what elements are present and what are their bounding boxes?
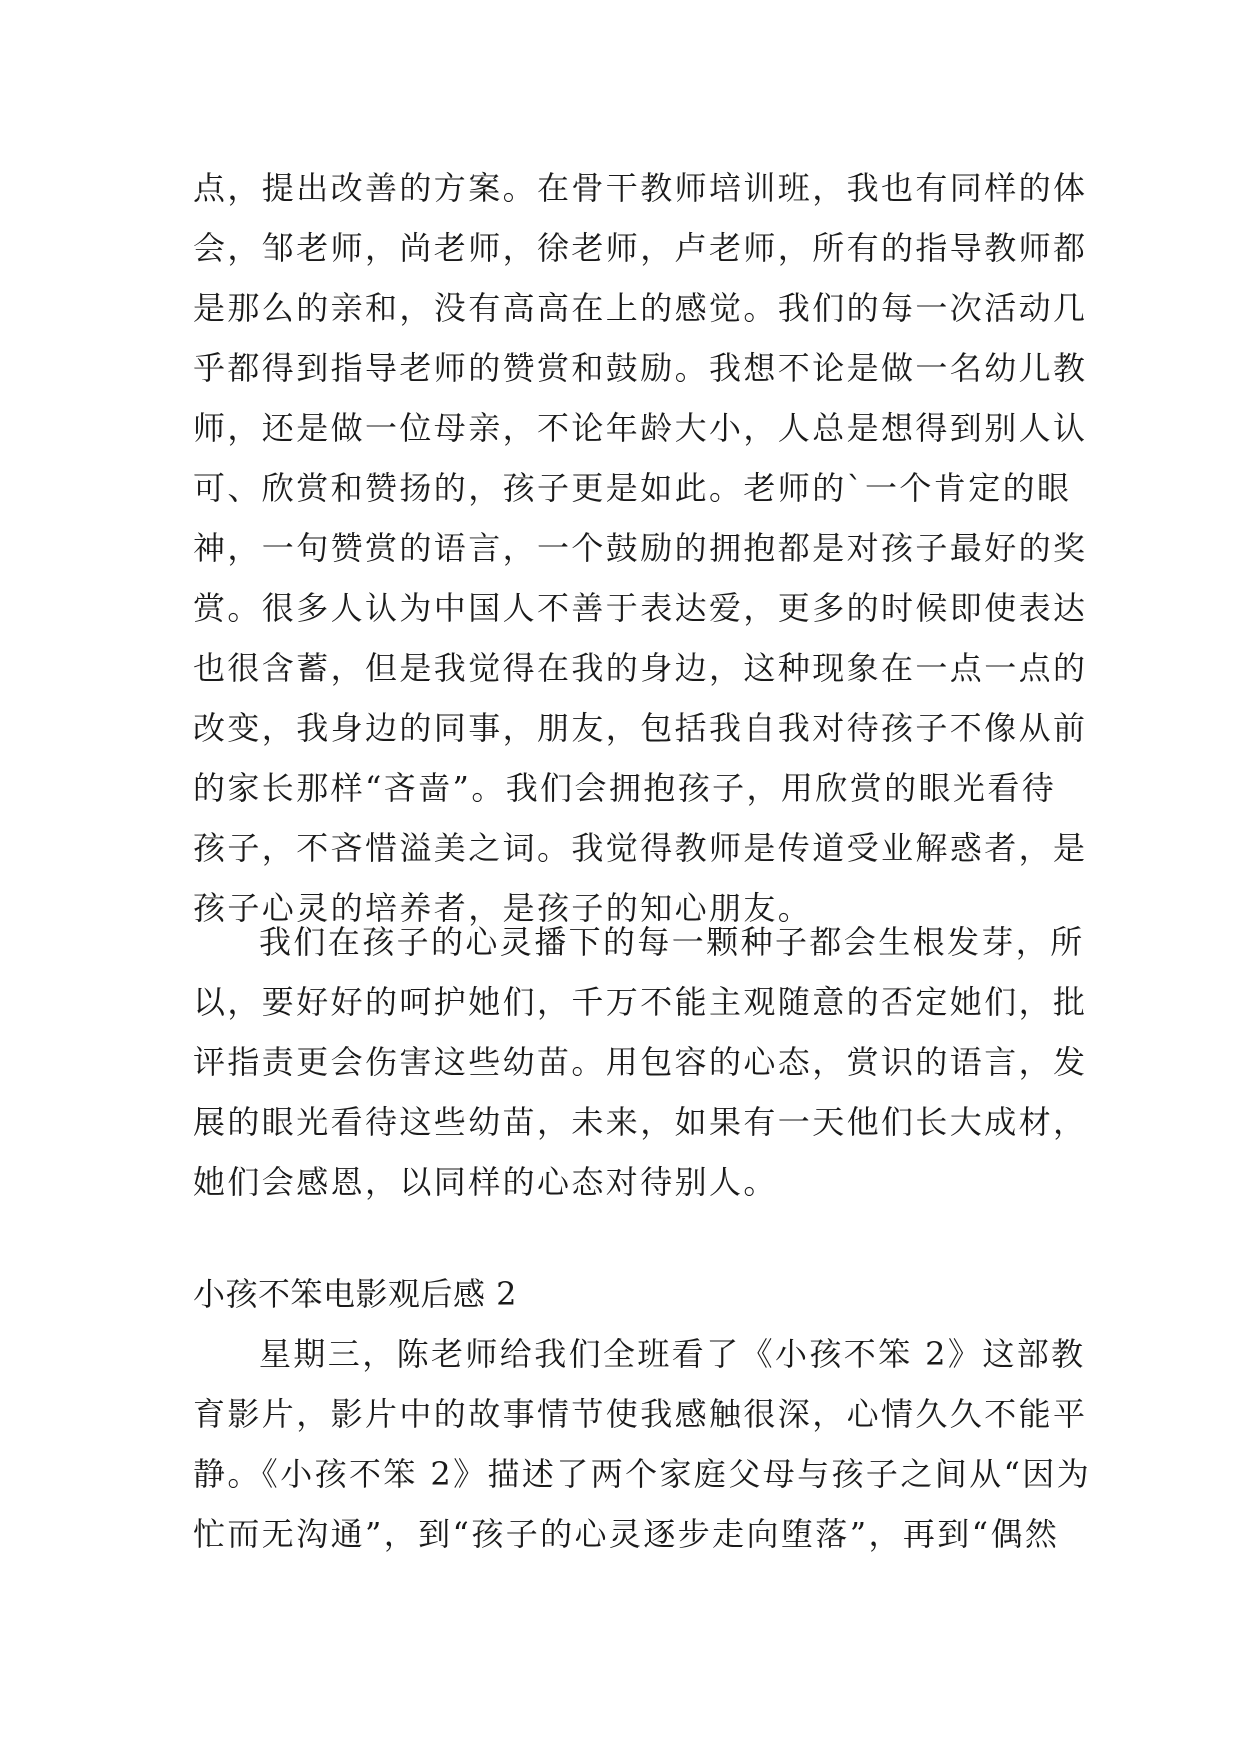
heading-text: 小孩不笨电影观后感 2 [193, 1275, 518, 1313]
text-line: 改变，我身边的同事，朋友，包括我自我对待孩子不像从前 [193, 709, 1088, 747]
text-line: 静。《小孩不笨 2》描述了两个家庭父母与孩子之间从“因为 [193, 1455, 1092, 1493]
text-line: 我们在孩子的心灵播下的每一颗种子都会生根发芽，所 [259, 923, 1085, 961]
paragraph-2 [193, 912, 1088, 1212]
text-line: 忙而无沟通”，到“孩子的心灵逐步走向堕落”，再到“偶然 [193, 1515, 1060, 1553]
text-line: 孩子，不吝惜溢美之词。我觉得教师是传道受业解惑者，是 [193, 829, 1088, 867]
text-line: 也很含蓄，但是我觉得在我的身边，这种现象在一点一点的 [193, 649, 1088, 687]
text-line: 会，邹老师，尚老师，徐老师，卢老师，所有的指导教师都 [193, 229, 1088, 267]
text-line: 以，要好好的呵护她们，千万不能主观随意的否定她们，批 [193, 983, 1088, 1021]
text-line: 可、欣赏和赞扬的，孩子更是如此。老师的`一个肯定的眼 [193, 469, 1072, 507]
text-line: 的家长那样“吝啬”。我们会拥抱孩子，用欣赏的眼光看待 [193, 769, 1057, 807]
text-line: 赏。很多人认为中国人不善于表达爱，更多的时候即使表达 [193, 589, 1088, 627]
paragraph-3 [193, 1324, 1092, 1564]
text-line: 点，提出改善的方案。在骨干教师培训班，我也有同样的体 [193, 169, 1088, 207]
text-line: 展的眼光看待这些幼苗，未来，如果有一天他们长大成材， [193, 1103, 1088, 1141]
text-line: 师，还是做一位母亲，不论年龄大小，人总是想得到别人认 [193, 409, 1088, 447]
section-heading [193, 1264, 1063, 1324]
text-line: 乎都得到指导老师的赞赏和鼓励。我想不论是做一名幼儿教 [193, 349, 1088, 387]
paragraph-1 [193, 158, 1088, 938]
text-line: 是那么的亲和，没有高高在上的感觉。我们的每一次活动几 [193, 289, 1088, 327]
text-line: 孩子心灵的培养者，是孩子的知心朋友。 [193, 889, 813, 927]
text-line: 育影片，影片中的故事情节使我感触很深，心情久久不能平 [193, 1395, 1088, 1433]
text-line: 她们会感恩，以同样的心态对待别人。 [193, 1163, 778, 1201]
text-line: 评指责更会伤害这些幼苗。用包容的心态，赏识的语言，发 [193, 1043, 1088, 1081]
text-line: 神，一句赞赏的语言，一个鼓励的拥抱都是对孩子最好的奖 [193, 529, 1088, 567]
text-line: 星期三，陈老师给我们全班看了《小孩不笨 2》这部教 [259, 1335, 1086, 1373]
